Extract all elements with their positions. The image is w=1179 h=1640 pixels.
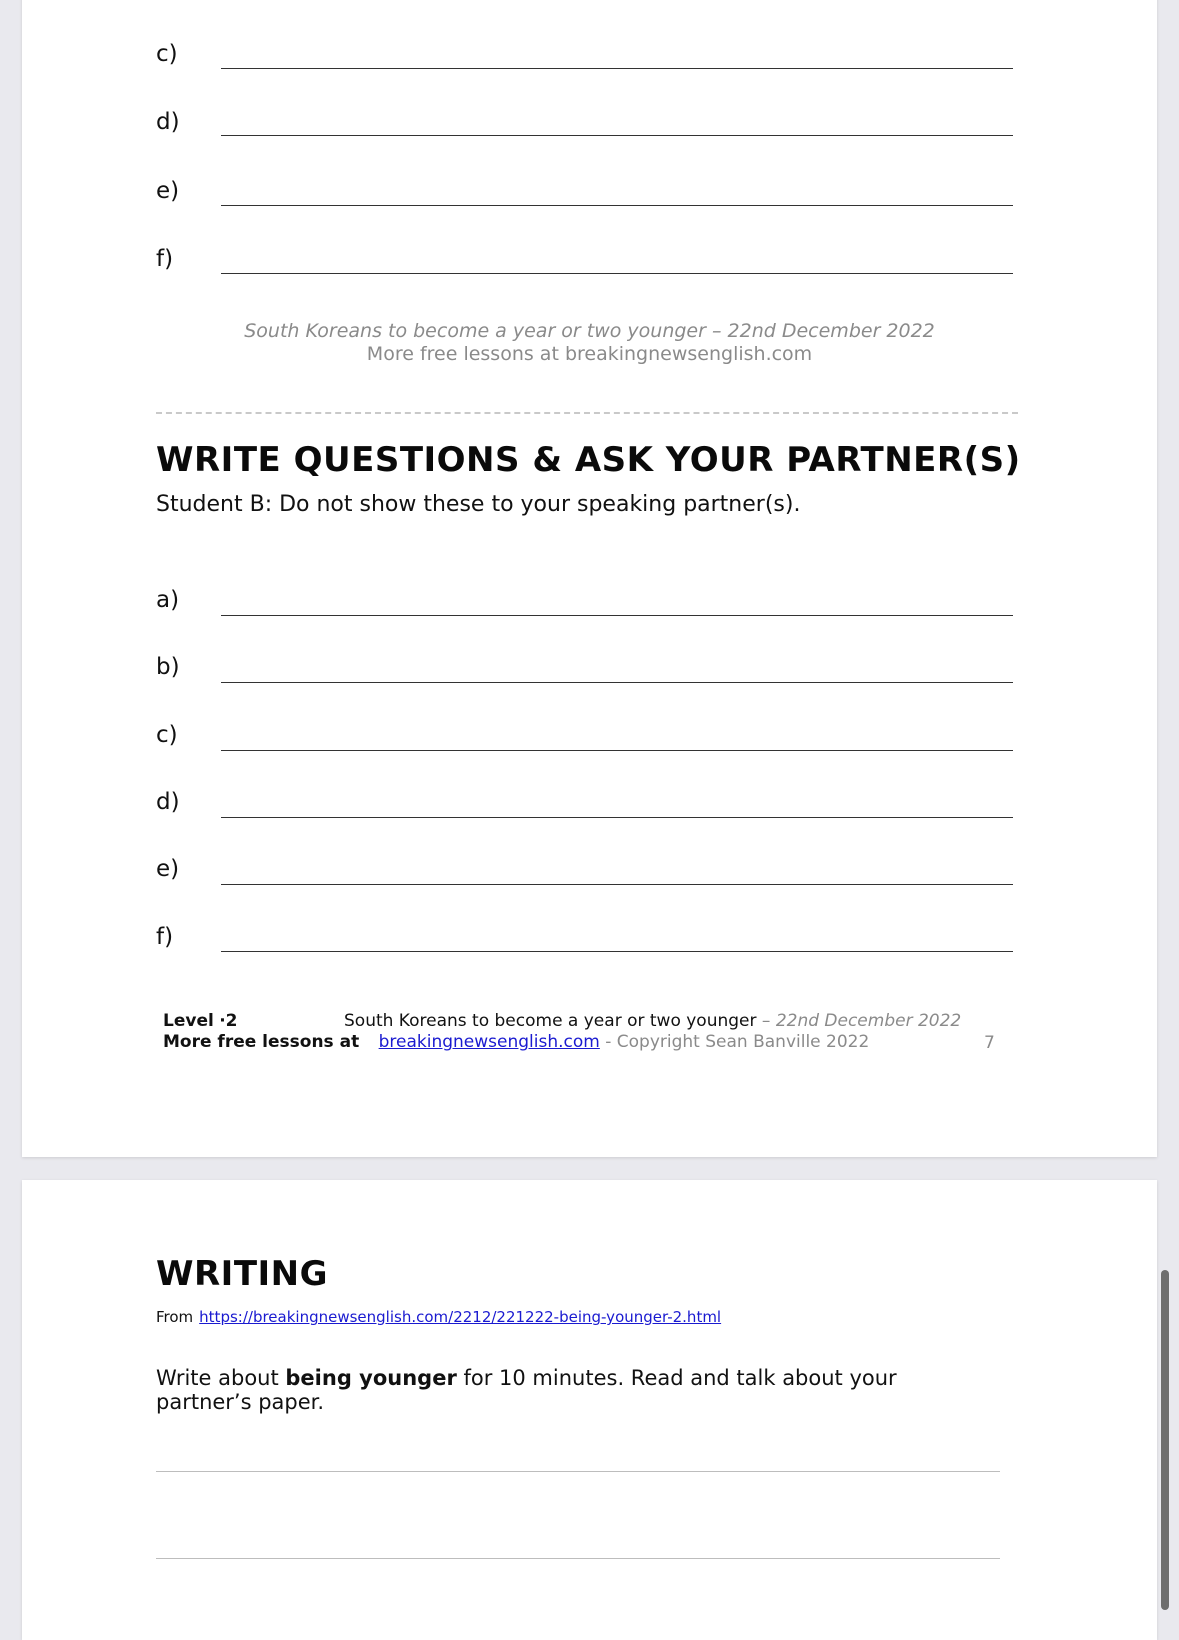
caption-date: 22nd December 2022 [727,320,935,342]
footer-date: 22nd December 2022 [775,1011,962,1031]
answer-line-a [221,615,1013,616]
question-letter-e: e) [156,856,180,882]
footer-level-label: Level [163,1011,214,1031]
question-letter-d: d) [156,109,180,135]
instruction-topic: being younger [285,1366,457,1390]
lesson-caption [22,320,1157,366]
source-url-link[interactable]: https://breakingnewsenglish.com/2212/221222-being-younger-2.html [199,1308,722,1326]
section-instruction: Student B: Do not show these to your speaking partner(s). [156,492,801,517]
section-heading: WRITE QUESTIONS & ASK YOUR PARTNER(S) [156,440,1021,480]
footer-copyright: - Copyright Sean Banville 2022 [599,1032,870,1052]
footer-title-line [344,1011,961,1031]
footer-title: South Koreans to become a year or two younger [344,1011,757,1031]
vertical-scrollbar[interactable] [1161,1270,1169,1610]
writing-line [156,1558,1000,1559]
question-letter-f: f) [156,246,174,272]
answer-line-e [221,205,1013,206]
page-number: 7 [984,1033,995,1053]
cut-line-separator [156,412,1018,414]
question-letter-d: d) [156,789,180,815]
footer-link[interactable]: breakingnewsenglish.com [378,1032,600,1052]
question-letter-a: a) [156,587,180,613]
footer-more-line [163,1032,869,1052]
caption-title: South Koreans to become a year or two younger [244,320,706,342]
writing-line [156,1471,1000,1472]
question-letter-e: e) [156,178,180,204]
footer-level [163,1011,238,1031]
answer-line-f [221,951,1013,952]
writing-instruction [156,1366,996,1414]
writing-source [156,1308,721,1326]
writing-heading: WRITING [156,1254,329,1294]
answer-line-c [221,750,1013,751]
answer-line-d [221,817,1013,818]
answer-line-c [221,68,1013,69]
footer-more-label: More free lessons at [163,1032,360,1052]
caption-dash: – [705,320,728,342]
instruction-text-after: for 10 minutes. Read and talk about your partner’s paper. [156,1366,897,1414]
document-page-7 [22,0,1157,1157]
question-letter-b: b) [156,654,180,680]
instruction-text-before: Write about [156,1366,286,1390]
footer-dash: – [756,1011,776,1031]
answer-line-e [221,884,1013,885]
answer-line-f [221,273,1013,274]
answer-line-b [221,682,1013,683]
question-letter-c: c) [156,722,178,748]
caption-more: More free lessons at breakingnewsenglish.com [366,343,813,365]
document-page-8 [22,1180,1157,1640]
question-letter-f: f) [156,924,174,950]
question-letter-c: c) [156,41,178,67]
caption-title-line [22,320,1157,343]
footer-level-value: ·2 [219,1011,238,1031]
from-label: From [156,1308,194,1326]
answer-line-d [221,135,1013,136]
